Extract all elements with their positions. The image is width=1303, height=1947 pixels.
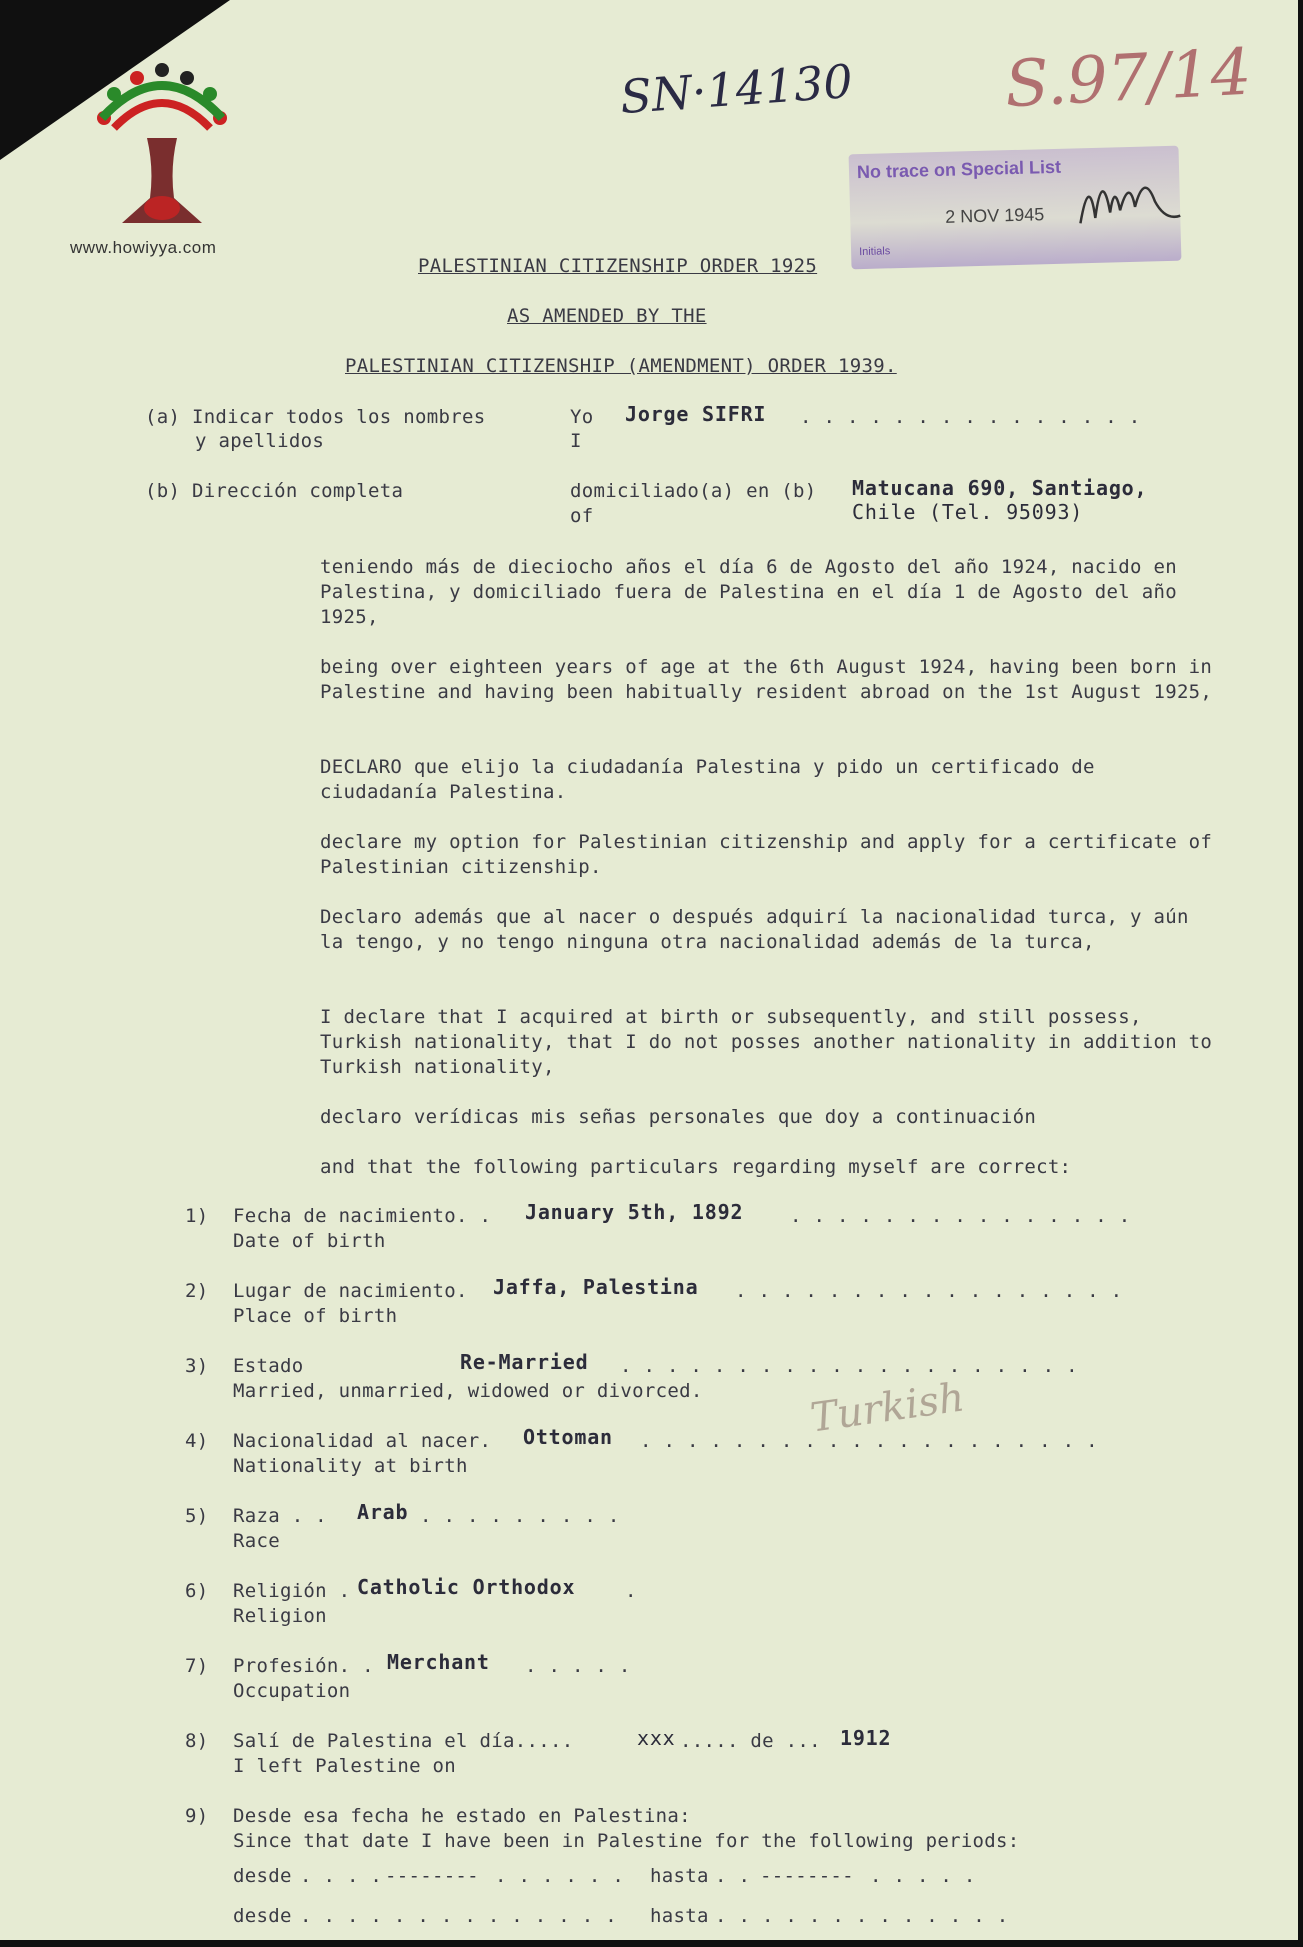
item-5-number: 5) xyxy=(185,1505,209,1527)
stamp-initials-label: Initials xyxy=(858,245,891,259)
item-3-number: 3) xyxy=(185,1355,209,1377)
period-1-dots-a: . . . . xyxy=(300,1865,383,1887)
paragraph-en-3: I declare that I acquired at birth or subsequently, and still possess, Turkish nationality, that I do not posses another nationality in addition to Turkish nationality, xyxy=(320,1006,1213,1078)
item-2-label-es: Lugar de nacimiento. xyxy=(233,1280,468,1302)
item-1-dots: . . . . . . . . . . . . . . . xyxy=(790,1205,1131,1227)
item-8-value-day: xxx xyxy=(637,1726,676,1750)
item-6-value: Catholic Orthodox xyxy=(357,1575,576,1599)
period-1-from-value: -------- xyxy=(385,1865,479,1887)
title-line-2: AS AMENDED BY THE xyxy=(507,305,707,327)
item-3-value: Re-Married xyxy=(460,1350,589,1374)
item-4-value: Ottoman xyxy=(523,1425,613,1449)
field-b-prefix-es: domiciliado(a) en (b) xyxy=(570,480,817,502)
paragraph-en-4: and that the following particulars regarding myself are correct: xyxy=(320,1156,1072,1178)
paragraph-en-1: being over eighteen years of age at the 6th August 1924, having been born in Palestine and having been habitually resident abroad on the 1st August 1925, xyxy=(320,656,1213,703)
signature-icon xyxy=(1074,161,1186,244)
field-b-label: (b) Dirección completa xyxy=(145,480,404,502)
field-a-value: Jorge SIFRI xyxy=(625,402,767,426)
handwritten-reference: S.97/14 xyxy=(1003,35,1254,123)
paragraph-es-3: Declaro además que al nacer o después adquirí la nacionalidad turca, y aún la tengo, y no tengo ninguna otra nacionalidad además de la turca, xyxy=(320,906,1189,953)
item-8-label-en: I left Palestine on xyxy=(233,1755,457,1777)
item-3-label-es: Estado xyxy=(233,1355,304,1377)
field-a-label: (a) Indicar todos los nombres xyxy=(145,406,486,428)
item-6-dots: . xyxy=(625,1580,637,1602)
period-1-dots-c: . . xyxy=(715,1865,751,1887)
item-3-label-en: Married, unmarried, widowed or divorced. xyxy=(233,1380,703,1402)
period-1-to-label: hasta xyxy=(650,1865,709,1887)
period-2-to-label: hasta xyxy=(650,1905,709,1927)
item-6-number: 6) xyxy=(185,1580,209,1602)
item-9-label-es: Desde esa fecha he estado en Palestina: xyxy=(233,1805,691,1827)
item-5-label-en: Race xyxy=(233,1530,280,1552)
item-8-value-year: 1912 xyxy=(840,1726,892,1750)
item-1-label-es: Fecha de nacimiento. . xyxy=(233,1205,492,1227)
field-a-prefix-en: I xyxy=(570,430,582,452)
field-b-prefix-en: of xyxy=(570,505,594,527)
paragraph-es-1: teniendo más de dieciocho años el día 6 de Agosto del año 1924, nacido en Palestina, y domiciliado fuera de Palestina en el día 1 de Agosto del año 1925, xyxy=(320,556,1177,628)
title-line-3: PALESTINIAN CITIZENSHIP (AMENDMENT) ORDER 1939. xyxy=(345,355,897,377)
item-2-label-en: Place of birth xyxy=(233,1305,398,1327)
item-2-value: Jaffa, Palestina xyxy=(493,1275,699,1299)
item-5-dots: . . . . . . . . . xyxy=(420,1505,620,1527)
howiyya-logo-icon xyxy=(92,58,232,233)
paragraph-es-2: DECLARO que elijo la ciudadanía Palestina y pido un certificado de ciudadanía Palestina. xyxy=(320,756,1095,803)
item-4-label-es: Nacionalidad al nacer. xyxy=(233,1430,492,1452)
item-6-label-en: Religion xyxy=(233,1605,327,1627)
field-b-value-1: Matucana 690, Santiago, xyxy=(852,476,1148,500)
period-1-dots-d: . . . . . xyxy=(870,1865,976,1887)
field-a-prefix-es: Yo xyxy=(570,406,594,428)
item-8-number: 8) xyxy=(185,1730,209,1752)
item-5-label-es: Raza . . xyxy=(233,1505,327,1527)
item-7-number: 7) xyxy=(185,1655,209,1677)
item-7-label-en: Occupation xyxy=(233,1680,351,1702)
item-7-dots: . . . . . xyxy=(525,1655,631,1677)
paragraph-en-2: declare my option for Palestinian citizenship and apply for a certificate of Palestinian citizenship. xyxy=(320,831,1213,878)
item-8-label-es: Salí de Palestina el día..... xyxy=(233,1730,574,1752)
logo-website: www.howiyya.com xyxy=(70,238,217,257)
period-1-dots-b: . . . . . . xyxy=(495,1865,625,1887)
field-a-label-2: y apellidos xyxy=(195,430,325,452)
received-stamp xyxy=(849,146,1182,270)
paragraph-es-4: declaro verídicas mis señas personales que doy a continuación xyxy=(320,1106,1037,1128)
period-2-dots-b: . . . . . . . . . . . . . xyxy=(715,1905,1009,1927)
item-2-number: 2) xyxy=(185,1280,209,1302)
item-8-value-mid: ..... de ... xyxy=(680,1730,821,1752)
period-2-dots-a: . . . . . . . . . . . . . . xyxy=(300,1905,617,1927)
item-7-value: Merchant xyxy=(387,1650,490,1674)
item-7-label-es: Profesión. . xyxy=(233,1655,374,1677)
item-6-label-es: Religión . xyxy=(233,1580,351,1602)
item-3-dots: . . . . . . . . . . . . . . . . . . . . xyxy=(620,1355,1078,1377)
item-9-label-en: Since that date I have been in Palestine for the following periods: xyxy=(233,1830,1020,1852)
item-1-number: 1) xyxy=(185,1205,209,1227)
item-1-value: January 5th, 1892 xyxy=(525,1200,744,1224)
stamp-date: 2 NOV 1945 xyxy=(944,204,1045,227)
item-4-dots: . . . . . . . . . . . . . . . . . . . . xyxy=(640,1430,1098,1452)
item-9-number: 9) xyxy=(185,1805,209,1827)
logo-people xyxy=(97,63,227,128)
item-4-number: 4) xyxy=(185,1430,209,1452)
item-4-annotation: Turkish xyxy=(807,1374,968,1442)
file-number: SN·14130 xyxy=(618,53,855,125)
title-line-1: PALESTINIAN CITIZENSHIP ORDER 1925 xyxy=(418,255,818,277)
period-2-from-label: desde xyxy=(233,1905,292,1927)
period-1-to-value: -------- xyxy=(760,1865,854,1887)
stamp-text: No trace on Special List xyxy=(856,156,1062,183)
field-b-value-2: Chile (Tel. 95093) xyxy=(852,500,1084,524)
item-1-label-en: Date of birth xyxy=(233,1230,386,1252)
field-a-dots: . . . . . . . . . . . . . . . xyxy=(800,406,1141,428)
item-5-value: Arab xyxy=(357,1500,409,1524)
item-2-dots: . . . . . . . . . . . . . . . . . xyxy=(735,1280,1123,1302)
period-1-from-label: desde xyxy=(233,1865,292,1887)
item-4-label-en: Nationality at birth xyxy=(233,1455,468,1477)
